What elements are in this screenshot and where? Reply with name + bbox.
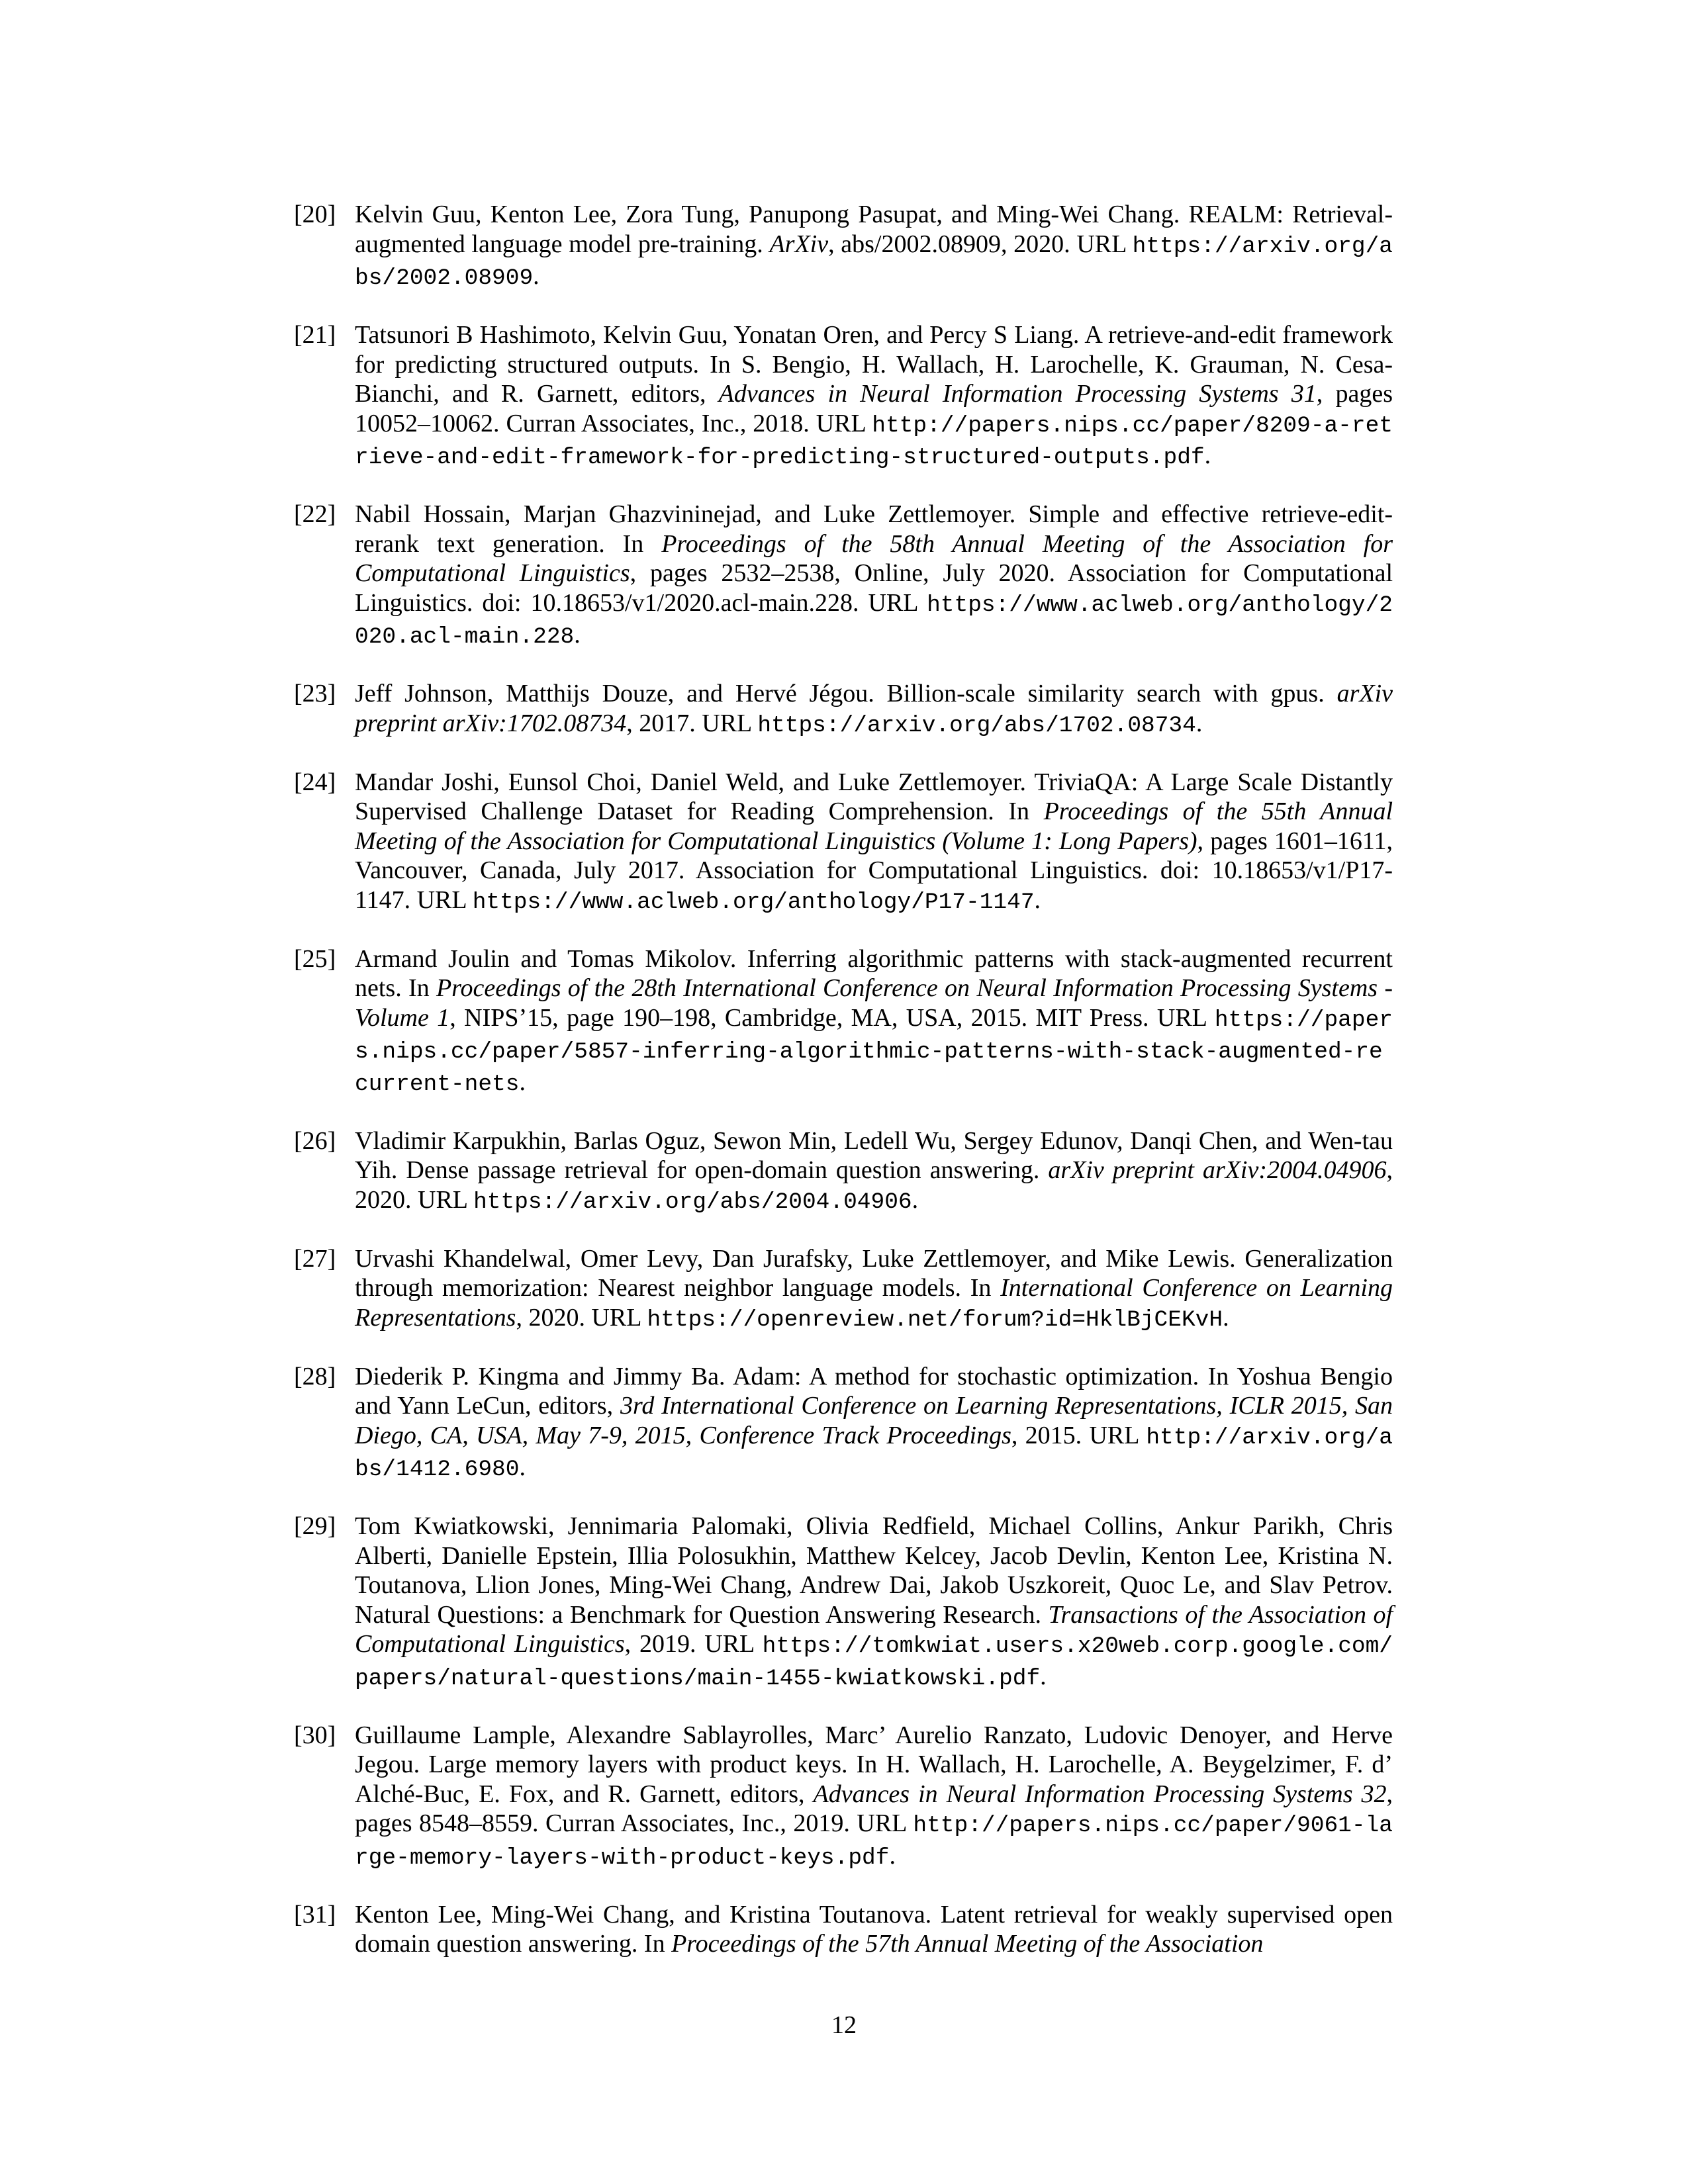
reference-details: , 2020. URL <box>355 1156 1393 1214</box>
reference-number: [29] <box>294 1512 336 1540</box>
reference-authors-title: Tom Kwiatkowski, Jennimaria Palomaki, Olivia Redfield, Michael Collins, Ankur Parikh, Chris Alberti, Danielle Epstein, Illia Polosukhin, Matthew Kelcey, Jacob Devlin, Kenton Lee, Kristina N. Toutanova, Llion Jones, Ming-Wei Chang, Andrew Dai, Jakob Uszkoreit, Quoc Le, and Slav Petrov. Natural Questions: a Benchmark for Question Answering Research. <box>355 1512 1393 1629</box>
reference-venue: arXiv preprint arXiv:1702.08734 <box>355 680 1393 737</box>
reference-number: [22] <box>294 500 336 528</box>
reference-url[interactable]: https://arxiv.org/abs/1702.08734 <box>757 712 1196 739</box>
reference-venue: ArXiv <box>769 230 829 258</box>
reference-venue: Transactions of the Association of Computational Linguistics <box>355 1600 1393 1658</box>
reference-number: [23] <box>294 680 336 707</box>
reference-authors-title: Armand Joulin and Tomas Mikolov. Inferring algorithmic patterns with stack-augmented recurrent nets. In <box>355 944 1393 1002</box>
reference-authors-title: Diederik P. Kingma and Jimmy Ba. Adam: A method for stochastic optimization. In Yoshua Bengio and Yann LeCun, editors, <box>355 1362 1393 1420</box>
reference-authors-title: Mandar Joshi, Eunsol Choi, Daniel Weld, and Luke Zettlemoyer. TriviaQA: A Large Scale Distantly Supervised Challenge Dataset for Reading Comprehension. In <box>355 768 1393 825</box>
reference-details: , pages 1601–1611, Vancouver, Canada, July 2017. Association for Computational Linguistics. doi: 10.18653/v1/P17-1147. URL <box>355 827 1393 914</box>
reference-venue: 3rd International Conference on Learning Representations, ICLR 2015, San Diego, CA, USA, May 7-9, 2015, Conference Track Proceedings <box>355 1392 1393 1449</box>
reference-number: [20] <box>294 201 336 228</box>
reference-venue: Proceedings of the 55th Annual Meeting of the Association for Computational Linguistics (Volume 1: Long Papers) <box>355 797 1393 855</box>
reference-authors-title: Vladimir Karpukhin, Barlas Oguz, Sewon Min, Ledell Wu, Sergey Edunov, Danqi Chen, and Wen-tau Yih. Dense passage retrieval for open-domain question answering. <box>355 1126 1393 1184</box>
reference-url[interactable]: http://arxiv.org/abs/1412.6980 <box>355 1424 1393 1482</box>
reference-authors-title: Nabil Hossain, Marjan Ghazvininejad, and Luke Zettlemoyer. Simple and effective retrieve-edit-rerank text generation. In <box>355 500 1393 558</box>
reference-number: [31] <box>294 1900 336 1929</box>
reference-url[interactable]: https://tomkwiat.users.x20web.corp.google.com/papers/natural-questions/main-1455-kwiatkowski.pdf <box>355 1633 1393 1692</box>
reference-entry: [28] Diederik P. Kingma and Jimmy Ba. Adam: A method for stochastic optimization. In Yoshua Bengio and Yann LeCun, editors, 3rd International Conference on Learning Representations, ICLR 2015, San Diego, CA, USA, May 7-9, 2015, Conference Track Proceedings, 2015. URL http://arxiv.org/abs/1412.6980. <box>294 1362 1393 1482</box>
reference-details: , pages 10052–10062. Curran Associates, Inc., 2018. URL <box>355 380 1393 437</box>
reference-entry: [30] Guillaume Lample, Alexandre Sablayrolles, Marc’ Aurelio Ranzato, Ludovic Denoyer, and Herve Jegou. Large memory layers with product keys. In H. Wallach, H. Larochelle, A. Beygelzimer, F. d’ Alché-Buc, E. Fox, and R. Garnett, editors, Advances in Neural Information Processing Systems 32, pages 8548–8559. Curran Associates, Inc., 2019. URL http://papers.nips.cc/paper/9061-large-memory-layers-with-product-keys.pdf. <box>294 1721 1393 1871</box>
reference-url[interactable]: https://www.aclweb.org/anthology/2020.acl-main.228 <box>355 592 1393 650</box>
reference-url[interactable]: http://papers.nips.cc/paper/9061-large-memory-layers-with-product-keys.pdf <box>355 1813 1393 1871</box>
reference-number: [25] <box>294 944 336 973</box>
reference-venue: Proceedings of the 57th Annual Meeting of the Association <box>671 1930 1264 1958</box>
reference-number: [21] <box>294 321 336 349</box>
reference-number: [30] <box>294 1721 336 1749</box>
reference-url[interactable]: https://papers.nips.cc/paper/5857-inferring-algorithmic-patterns-with-stack-augmented-recurrent-nets <box>355 1007 1393 1097</box>
page-number: 12 <box>831 2011 857 2039</box>
reference-venue: Advances in Neural Information Processing Systems 32 <box>813 1780 1387 1808</box>
reference-url[interactable]: https://www.aclweb.org/anthology/P17-1147 <box>472 889 1035 915</box>
reference-entry: [20] Kelvin Guu, Kenton Lee, Zora Tung, Panupong Pasupat, and Ming-Wei Chang. REALM: Retrieval-augmented language model pre-training. ArXiv, abs/2002.08909, 2020. URL https://arxiv.org/abs/2002.08909. <box>294 201 1393 291</box>
reference-authors-title: Guillaume Lample, Alexandre Sablayrolles, Marc’ Aurelio Ranzato, Ludovic Denoyer, and Herve Jegou. Large memory layers with product keys. In H. Wallach, H. Larochelle, A. Beygelzimer, F. d’ Alché-Buc, E. Fox, and R. Garnett, editors, <box>355 1721 1393 1808</box>
reference-details: , 2015. URL <box>1011 1421 1147 1449</box>
reference-entry: [23] Jeff Johnson, Matthijs Douze, and Hervé Jégou. Billion-scale similarity search with gpus. arXiv preprint arXiv:1702.08734, 2017. URL https://arxiv.org/abs/1702.08734. <box>294 680 1393 739</box>
reference-url[interactable]: https://arxiv.org/abs/2002.08909 <box>355 233 1393 291</box>
reference-authors-title: Kelvin Guu, Kenton Lee, Zora Tung, Panupong Pasupat, and Ming-Wei Chang. REALM: Retrieval-augmented language model pre-training. <box>355 201 1393 258</box>
reference-venue: arXiv preprint arXiv:2004.04906 <box>1048 1156 1387 1184</box>
reference-number: [28] <box>294 1362 336 1390</box>
reference-authors-title: Jeff Johnson, Matthijs Douze, and Hervé Jégou. Billion-scale similarity search with gpus. <box>355 680 1337 707</box>
reference-venue: Proceedings of the 28th International Conference on Neural Information Processing Systems - Volume 1 <box>355 974 1393 1032</box>
reference-entry: [24] Mandar Joshi, Eunsol Choi, Daniel Weld, and Luke Zettlemoyer. TriviaQA: A Large Scale Distantly Supervised Challenge Dataset for Reading Comprehension. In Proceedings of the 55th Annual Meeting of the Association for Computational Linguistics (Volume 1: Long Papers), pages 1601–1611, Vancouver, Canada, July 2017. Association for Computational Linguistics. doi: 10.18653/v1/P17-1147. URL https://www.aclweb.org/anthology/P17-1147. <box>294 768 1393 915</box>
reference-list <box>294 200 1393 1988</box>
reference-authors-title: Urvashi Khandelwal, Omer Levy, Dan Jurafsky, Luke Zettlemoyer, and Mike Lewis. Generalization through memorization: Nearest neighbor language models. In <box>355 1244 1393 1302</box>
reference-details: , 2017. URL <box>626 709 758 737</box>
reference-authors-title: Tatsunori B Hashimoto, Kelvin Guu, Yonatan Oren, and Percy S Liang. A retrieve-and-edit framework for predicting structured outputs. In S. Bengio, H. Wallach, H. Larochelle, K. Grauman, N. Cesa-Bianchi, and R. Garnett, editors, <box>355 321 1393 408</box>
reference-entry: [27] Urvashi Khandelwal, Omer Levy, Dan Jurafsky, Luke Zettlemoyer, and Mike Lewis. Generalization through memorization: Nearest neighbor language models. In International Conference on Learning Representations, 2020. URL https://openreview.net/forum?id=HklBjCEKvH. <box>294 1244 1393 1333</box>
reference-url[interactable]: http://papers.nips.cc/paper/8209-a-retrieve-and-edit-framework-for-predicting-structured-outputs.pdf <box>355 412 1393 471</box>
reference-number: [24] <box>294 768 336 796</box>
reference-details: , pages 2532–2538, Online, July 2020. Association for Computational Linguistics. doi: 10.18653/v1/2020.acl-main.228. URL <box>355 559 1393 617</box>
reference-entry: [26] Vladimir Karpukhin, Barlas Oguz, Sewon Min, Ledell Wu, Sergey Edunov, Danqi Chen, and Wen-tau Yih. Dense passage retrieval for open-domain question answering. arXiv preprint arXiv:2004.04906, 2020. URL https://arxiv.org/abs/2004.04906. <box>294 1126 1393 1215</box>
reference-number: [27] <box>294 1244 336 1273</box>
reference-authors-title: Kenton Lee, Ming-Wei Chang, and Kristina Toutanova. Latent retrieval for weakly supervised open domain question answering. In <box>355 1900 1393 1958</box>
reference-details: , pages 8548–8559. Curran Associates, Inc., 2019. URL <box>355 1780 1393 1837</box>
reference-details: , 2019. URL <box>624 1630 763 1658</box>
reference-details: , 2020. URL <box>516 1303 647 1332</box>
reference-number: [26] <box>294 1126 336 1155</box>
reference-venue: Proceedings of the 58th Annual Meeting of the Association for Computational Linguistics <box>355 529 1393 587</box>
reference-entry: [25] Armand Joulin and Tomas Mikolov. Inferring algorithmic patterns with stack-augmented recurrent nets. In Proceedings of the 28th International Conference on Neural Information Processing Systems - Volume 1, NIPS’15, page 190–198, Cambridge, MA, USA, 2015. MIT Press. URL https://papers.nips.cc/paper/5857-inferring-algorithmic-patterns-with-stack-augmented-recurrent-nets. <box>294 944 1393 1097</box>
reference-url[interactable]: https://arxiv.org/abs/2004.04906 <box>473 1189 912 1215</box>
reference-details: , NIPS’15, page 190–198, Cambridge, MA, USA, 2015. MIT Press. URL <box>449 1003 1215 1032</box>
reference-details: , abs/2002.08909, 2020. URL <box>828 230 1133 258</box>
reference-entry <box>294 1900 1393 1962</box>
reference-entry: [22] Nabil Hossain, Marjan Ghazvininejad, and Luke Zettlemoyer. Simple and effective retrieve-edit-rerank text generation. In Proceedings of the 58th Annual Meeting of the Association for Computational Linguistics, pages 2532–2538, Online, July 2020. Association for Computational Linguistics. doi: 10.18653/v1/2020.acl-main.228. URL https://www.aclweb.org/anthology/2020.acl-main.228. <box>294 500 1393 650</box>
reference-venue: International Conference on Learning Representations <box>355 1274 1393 1332</box>
reference-entry: [29] Tom Kwiatkowski, Jennimaria Palomaki, Olivia Redfield, Michael Collins, Ankur Parikh, Chris Alberti, Danielle Epstein, Illia Polosukhin, Matthew Kelcey, Jacob Devlin, Kenton Lee, Kristina N. Toutanova, Llion Jones, Ming-Wei Chang, Andrew Dai, Jakob Uszkoreit, Quoc Le, and Slav Petrov. Natural Questions: a Benchmark for Question Answering Research. Transactions of the Association of Computational Linguistics, 2019. URL https://tomkwiat.users.x20web.corp.google.com/papers/natural-questions/main-1455-kwiatkowski.pdf. <box>294 1512 1393 1692</box>
reference-url[interactable]: https://openreview.net/forum?id=HklBjCEKvH <box>647 1306 1223 1333</box>
reference-venue: Advances in Neural Information Processing Systems 31 <box>718 380 1317 408</box>
reference-entry: [21] Tatsunori B Hashimoto, Kelvin Guu, Yonatan Oren, and Percy S Liang. A retrieve-and-edit framework for predicting structured outputs. In S. Bengio, H. Wallach, H. Larochelle, K. Grauman, N. Cesa-Bianchi, and R. Garnett, editors, Advances in Neural Information Processing Systems 31, pages 10052–10062. Curran Associates, Inc., 2018. URL http://papers.nips.cc/paper/8209-a-retrieve-and-edit-framework-for-predicting-structured-outputs.pdf. <box>294 321 1393 471</box>
